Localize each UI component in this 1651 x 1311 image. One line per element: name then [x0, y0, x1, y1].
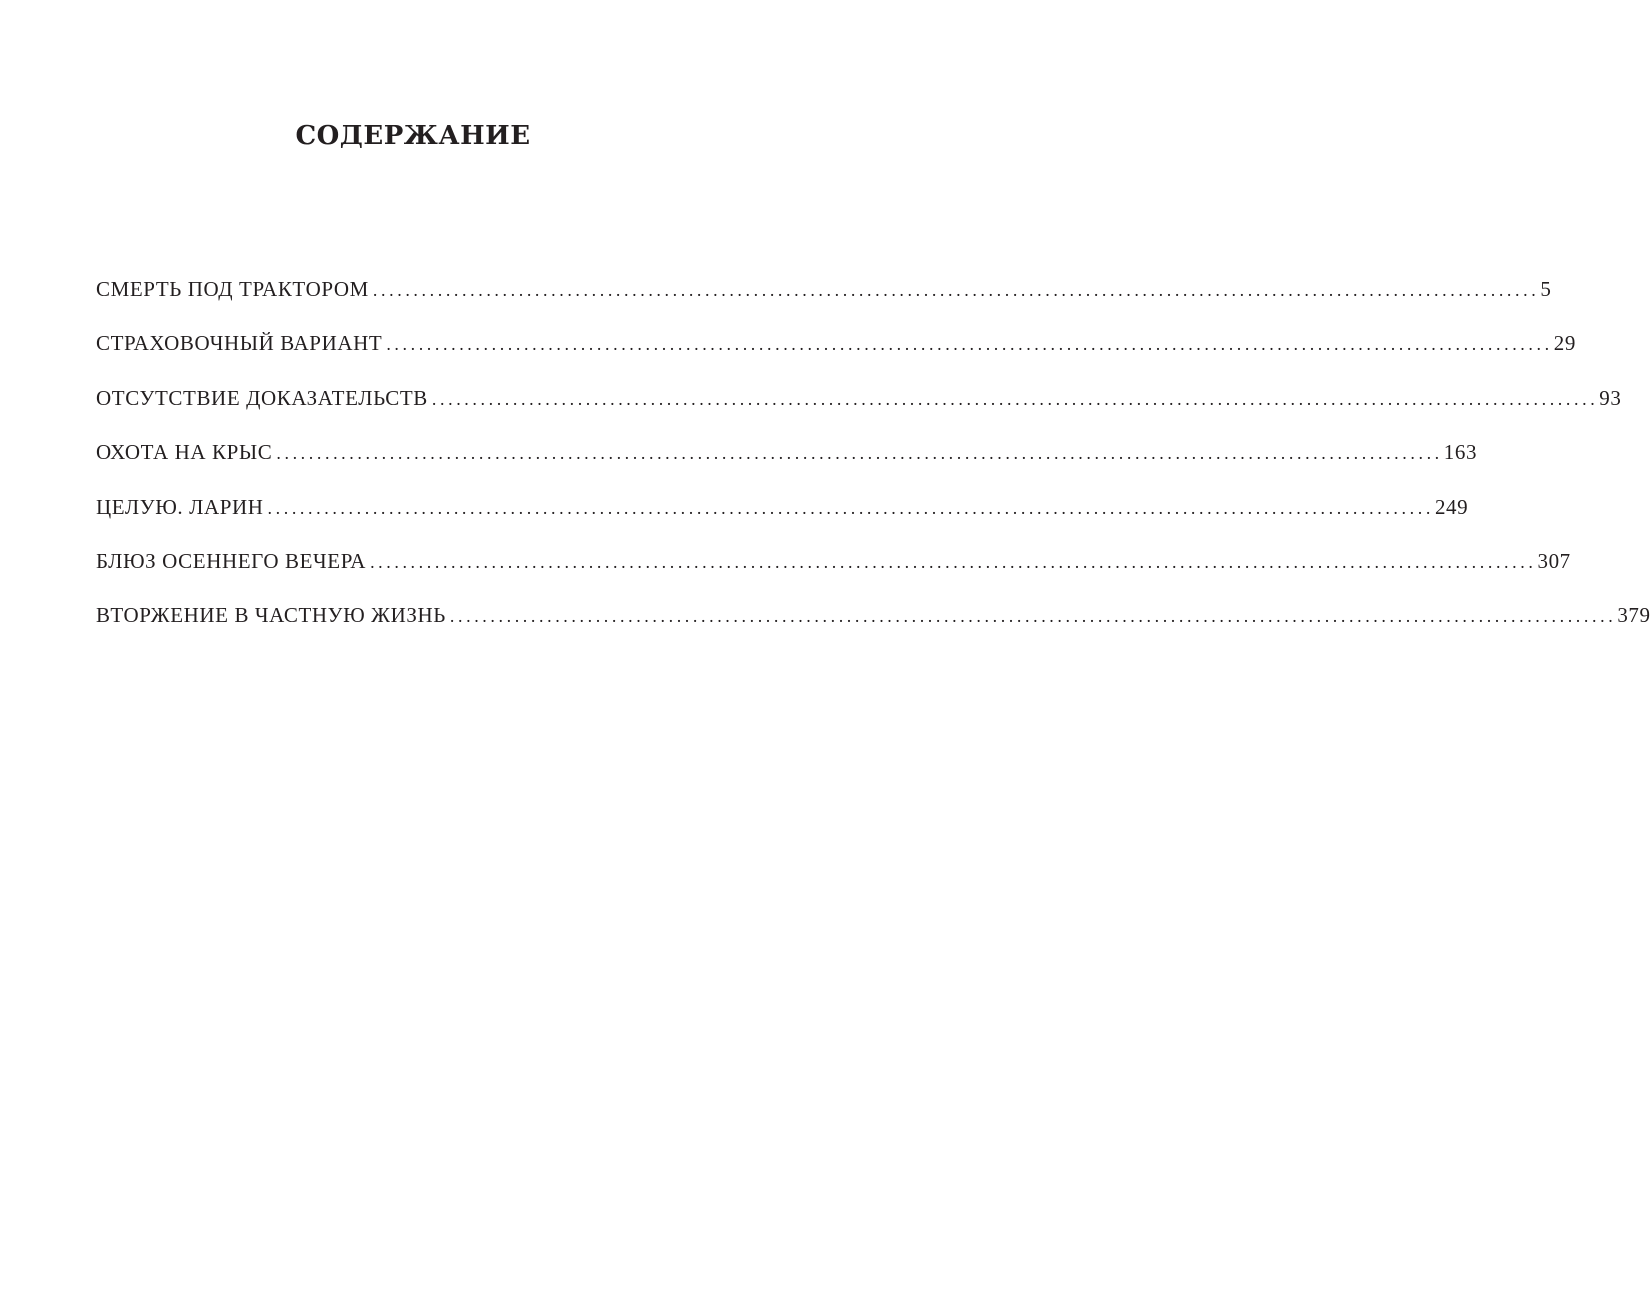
toc-entry-page-number: 379 — [1617, 603, 1651, 628]
dot-leader: ................................................................................................................................................ — [372, 280, 1540, 300]
toc-entry — [96, 492, 1469, 546]
toc-entry-title: ОТСУТСТВИЕ ДОКАЗАТЕЛЬСТВ — [96, 385, 428, 410]
page-title: СОДЕРЖАНИЕ — [295, 121, 531, 151]
toc-entry-page-number: 93 — [1599, 385, 1622, 410]
toc-entry — [96, 328, 1576, 382]
toc-entry-title: БЛЮЗ ОСЕННЕГО ВЕЧЕРА — [96, 548, 367, 573]
toc-entry — [96, 600, 1651, 654]
dot-leader: ................................................................................................................................................ — [370, 551, 1537, 572]
toc-entry-page-number: 29 — [1553, 331, 1576, 356]
toc-entry — [96, 437, 1478, 491]
toc-entry-title: СТРАХОВОЧНЫЙ ВАРИАНТ — [96, 331, 383, 356]
dot-leader: ................................................................................................................................................ — [449, 606, 1617, 627]
toc-entry-title: ОХОТА НА КРЫС — [96, 440, 273, 465]
dot-leader: ................................................................................................................................................ — [431, 388, 1599, 409]
dot-leader: ................................................................................................................................................ — [276, 443, 1443, 464]
toc-entry-page-number: 163 — [1443, 440, 1478, 465]
toc-entry-page-number: 249 — [1434, 494, 1469, 519]
toc-entry-title: ЦЕЛУЮ. ЛАРИН — [96, 494, 264, 519]
toc-entry-title: СМЕРТЬ ПОД ТРАКТОРОМ — [96, 277, 369, 301]
dot-leader: ................................................................................................................................................ — [386, 334, 1553, 355]
toc-entry-page-number: 5 — [1540, 277, 1552, 301]
toc-entry — [96, 383, 1622, 437]
dot-leader: ................................................................................................................................................ — [267, 497, 1434, 518]
toc-entry-page-number: 307 — [1537, 548, 1571, 573]
table-of-contents — [96, 274, 1651, 655]
toc-entry — [96, 274, 1552, 328]
toc-entry — [96, 546, 1571, 600]
toc-entry-title: ВТОРЖЕНИЕ В ЧАСТНУЮ ЖИЗНЬ — [96, 603, 446, 628]
